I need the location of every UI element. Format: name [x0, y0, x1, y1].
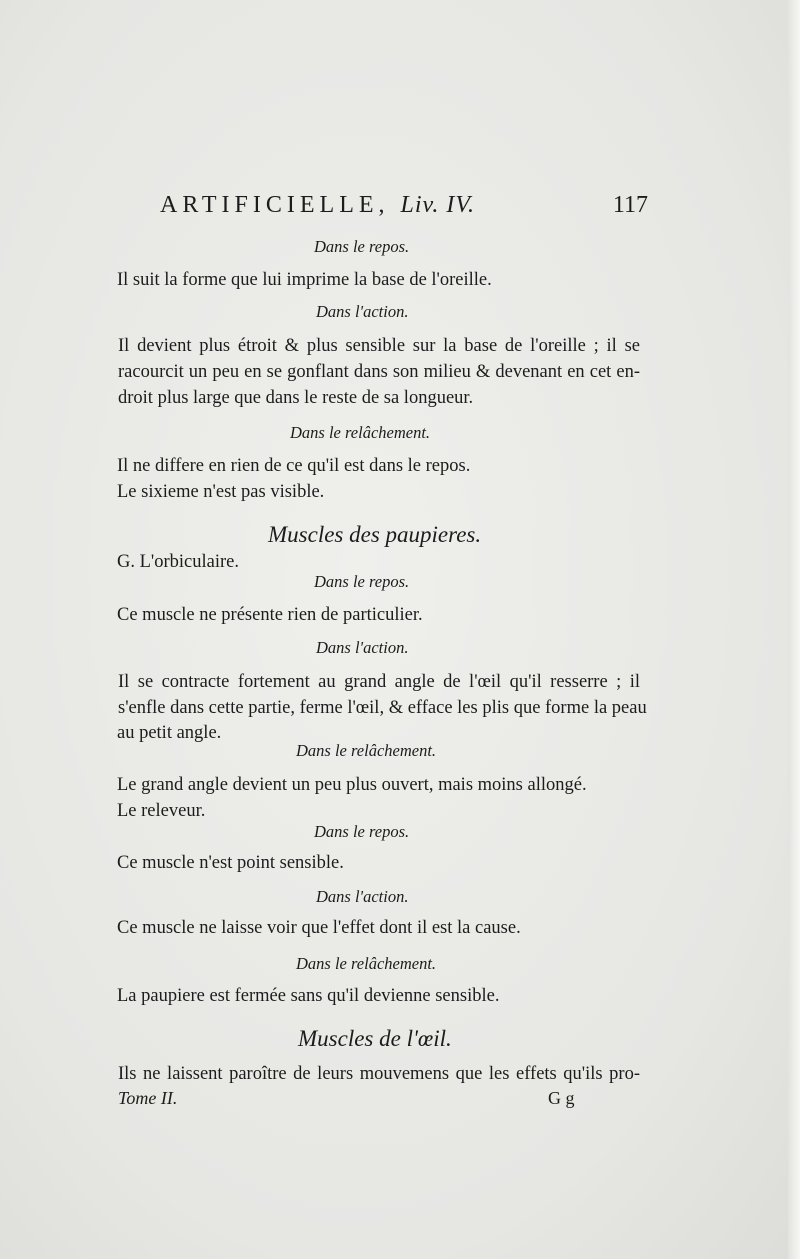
subheading-repos: Dans le repos.	[314, 822, 410, 841]
running-title	[160, 192, 475, 219]
subheading-action: Dans l'action.	[316, 302, 409, 321]
paragraph-line: G. L'orbiculaire.	[117, 552, 239, 572]
page-number: 117	[612, 192, 648, 218]
paragraph-line: Ce muscle ne présente rien de particulier.	[117, 605, 423, 625]
paragraph-line: Le releveur.	[117, 801, 206, 821]
paragraph-line: Il devient plus étroit & plus sensible sur la base de l'oreille ; il se	[118, 336, 640, 356]
footer-signature: G g	[548, 1088, 575, 1108]
paragraph-line: Ce muscle ne laisse voir que l'effet dont il est la cause.	[117, 918, 521, 938]
subheading-relachement: Dans le relâchement.	[296, 741, 437, 760]
paragraph-line: La paupiere est fermée sans qu'il devienne sensible.	[117, 986, 500, 1006]
footer-volume: Tome II.	[118, 1088, 178, 1108]
running-header	[160, 192, 648, 226]
paragraph-line: Ils ne laissent paroître de leurs mouvemens que les effets qu'ils pro-	[118, 1064, 640, 1084]
subheading-action: Dans l'action.	[316, 638, 409, 657]
subheading-repos: Dans le repos.	[314, 237, 410, 256]
paragraph-line: racourcit un peu en se gonflant dans son milieu & devenant en cet en-	[118, 362, 640, 382]
paragraph-line: droit plus large que dans le reste de sa longueur.	[118, 388, 474, 408]
paragraph-line: Il suit la forme que lui imprime la base de l'oreille.	[117, 270, 492, 290]
paragraph-line: Ce muscle n'est point sensible.	[117, 853, 344, 873]
paragraph-line: s'enfle dans cette partie, ferme l'œil, & efface les plis que forme la peau	[118, 698, 647, 718]
paragraph-line: Il ne differe en rien de ce qu'il est dans le repos.	[117, 456, 471, 476]
page-edge	[788, 0, 800, 1259]
paragraph-line: Le sixieme n'est pas visible.	[117, 482, 325, 502]
subheading-relachement: Dans le relâchement.	[290, 423, 431, 442]
subheading-repos: Dans le repos.	[314, 572, 410, 591]
subheading-action: Dans l'action.	[316, 887, 409, 906]
paragraph-line: Le grand angle devient un peu plus ouvert, mais moins allongé.	[117, 775, 587, 795]
paragraph-line: au petit angle.	[117, 723, 222, 743]
section-heading-oeil: Muscles de l'œil.	[298, 1026, 452, 1051]
subheading-relachement: Dans le relâchement.	[296, 954, 437, 973]
section-heading-paupieres: Muscles des paupieres.	[268, 522, 482, 547]
running-title-main: ARTIFICIELLE,	[160, 192, 390, 218]
paragraph-line: Il se contracte fortement au grand angle de l'œil qu'il resserre ; il	[118, 672, 640, 692]
running-title-book: Liv. IV.	[400, 192, 475, 218]
